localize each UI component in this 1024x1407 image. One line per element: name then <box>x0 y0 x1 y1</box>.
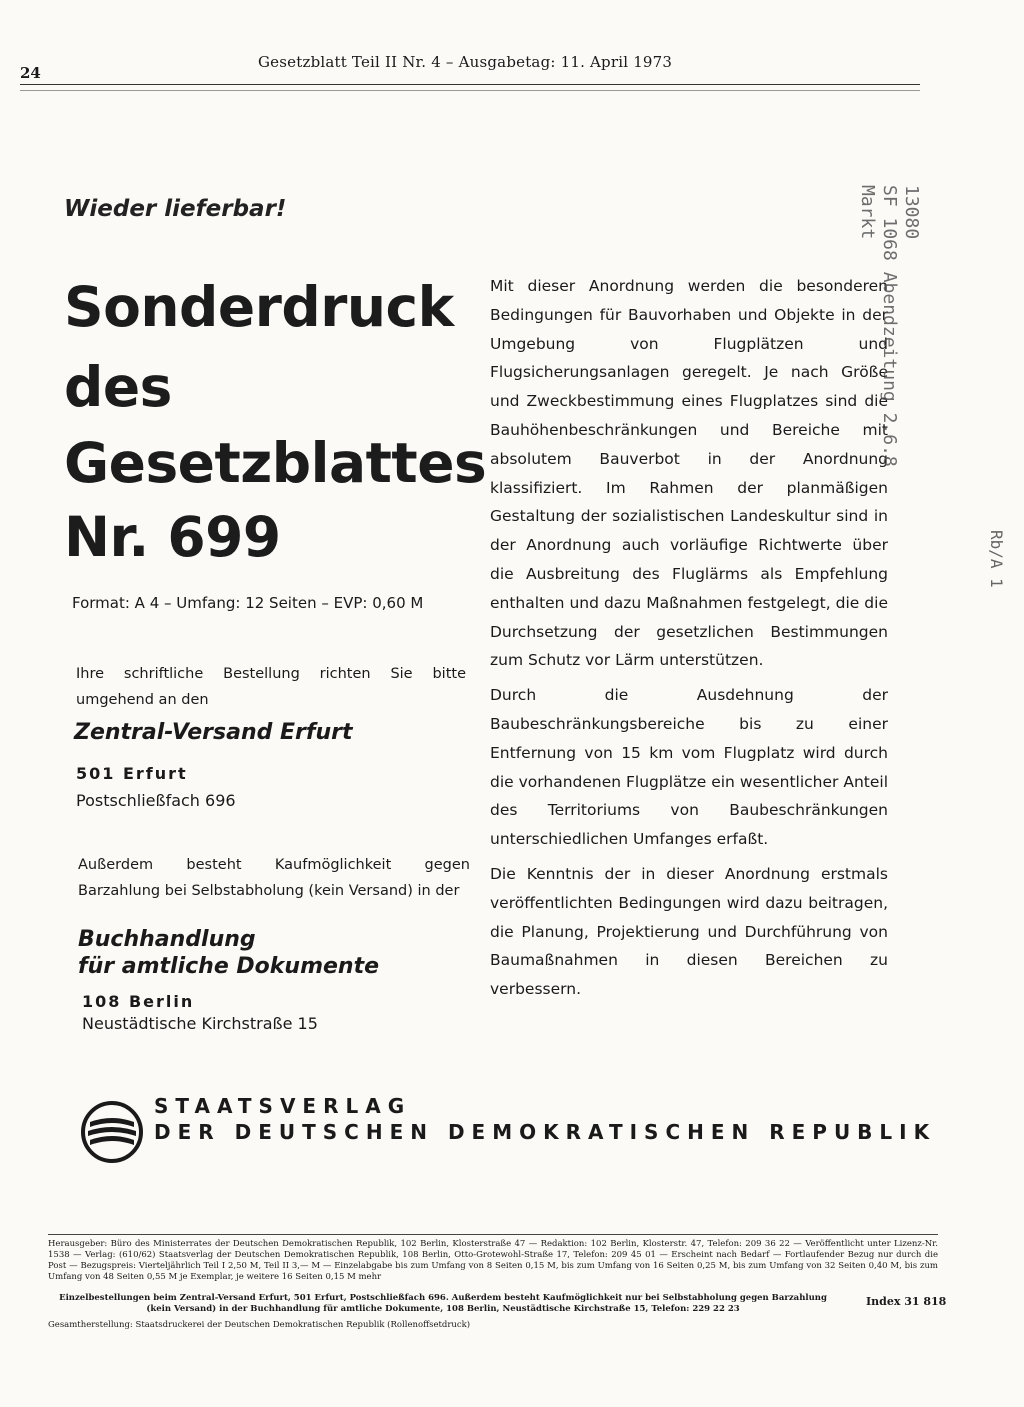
body-paragraph-3: Die Kenntnis der in dieser Anordnung erstmals veröffentlichten Bedingungen wird dazu beitragen, die Planung, Projektierung und Durchführung von Baumaßnahmen in diesen Bereichen zu verbessern. <box>490 864 888 999</box>
imprint-text: Herausgeber: Büro des Ministerrates der Deutschen Demokratischen Republik, 102 Berlin, Klosterstraße 47 — Redaktion: 102 Berlin, Klosterstr. 47, Telefon: 209 36 22 — Veröffentlicht unter Lizenz-Nr. 1538 — Verlag: (610/62) Staatsverlag der Deutschen Demokratischen Republik, 108 Berlin, Otto-Grotewohl-Straße 17, Telefon: 209 45 01 — Erscheint nach Bedarf — Fortlaufender Bezug nur durch die Post — Bezugspreis: Vierteljährlich Teil I 2,50 M, Teil II 3,— M — Einzelabgabe bis zum Umfang von 8 Seiten 0,15 M, bis zum Umfang von 16 Seiten 0,25 M, bis zum Umfang von 32 Seiten 0,40 M, bis zum Umfang von 48 Seiten 0,55 M je Exemplar, je weitere 16 Seiten 0,15 M mehr <box>48 1239 938 1282</box>
footer-rule <box>48 1234 938 1235</box>
header-rule <box>20 84 920 85</box>
order-info-text: Einzelbestellungen beim Zentral-Versand Erfurt, 501 Erfurt, Postschließfach 696. Außerdem besteht Kaufmöglichkeit nur bei Selbstabholung gegen Barzahlung (kein Versand) in der Buchhandlung für amtliche Dokumente, 108 Berlin, Neustädtische Kirchstraße 15, Telefon: 229 22 23 <box>59 1293 827 1314</box>
header-title: Gesetzblatt Teil II Nr. 4 – Ausgabetag: 11. April 1973 <box>258 53 673 71</box>
publisher-logo-icon <box>80 1100 144 1164</box>
body-paragraph-2: Durch die Ausdehnung der Baubeschränkungsbereiche bis zu einer Entfernung von 15 km vom Flugplatz wird durch die vorhandenen Flugplätze ein wesentlicher Anteil des Territoriums von Baubeschränkungen unterschiedlichen Umfanges erfaßt. <box>490 686 888 849</box>
address2-name <box>78 926 379 980</box>
order-instruction: Ihre schriftliche Bestellung richten Sie bitte umgehend an den <box>76 666 466 708</box>
publisher-line-1: STAATSVERLAG <box>154 1094 412 1118</box>
pickup-note: Außerdem besteht Kaufmöglichkeit gegen Barzahlung bei Selbstabholung (kein Versand) in der <box>78 857 470 899</box>
index-number: Index 31 818 <box>866 1295 947 1308</box>
body-text <box>490 272 888 1010</box>
publisher-line-2: DER DEUTSCHEN DEMOKRATISCHEN REPUBLIK <box>154 1120 937 1144</box>
library-stamp <box>856 185 922 467</box>
ad-title-line-3: Gesetzblattes <box>64 431 487 495</box>
page-number: 24 <box>20 64 41 82</box>
ad-title-line-2: des <box>64 355 172 419</box>
stamp-code: Rb/A 1 <box>987 530 1006 588</box>
printer-info: Gesamtherstellung: Staatsdruckerei der Deutschen Demokratischen Republik (Rollenoffsetdruck) <box>48 1320 471 1330</box>
address2-street: Neustädtische Kirchstraße 15 <box>82 1014 318 1033</box>
ad-title-line-4: Nr. 699 <box>64 505 281 569</box>
stamp-line-2: SF 1068 Abendzeitung 2.6.8 <box>879 185 900 467</box>
ad-title-line-1: Sonderdruck <box>64 275 454 339</box>
format-info: Format: A 4 – Umfang: 12 Seiten – EVP: 0,60 M <box>72 594 424 612</box>
stamp-line-3: Markt <box>857 185 878 240</box>
address2-city: 108 Berlin <box>82 992 195 1011</box>
address1-city: 501 Erfurt <box>76 764 188 783</box>
address1-box: Postschließfach 696 <box>76 791 236 810</box>
stamp-line-1: 13080 <box>901 185 922 240</box>
body-paragraph-1: Mit dieser Anordnung werden die besonderen Bedingungen für Bauvorhaben und Objekte in der Umgebung von Flugplätzen und Flugsicherungsanlagen geregelt. Je nach Größe und Zweckbestimmung eines Flugplatzes sind die Bauhöhenbeschränkungen und Bereiche mit absolutem Bauverbot in der Anordnung klassifiziert. Im Rahmen der planmäßigen Gestaltung der sozialistischen Landeskultur sind in der Anordnung auch vorläufige Richtwerte über die Ausbreitung des Fluglärms als Empfehlung enthalten und dazu Maßnahmen festgelegt, die die Durchsetzung der gesetzlichen Bestimmungen zum Schutz vor Lärm unterstützen. <box>490 277 888 670</box>
address2-name-line-2: für amtliche Dokumente <box>78 954 380 979</box>
address1-name: Zentral-Versand Erfurt <box>74 720 353 745</box>
header-rule-thin <box>20 90 920 91</box>
availability-note: Wieder lieferbar! <box>64 196 287 222</box>
address2-name-line-1: Buchhandlung <box>78 927 256 952</box>
